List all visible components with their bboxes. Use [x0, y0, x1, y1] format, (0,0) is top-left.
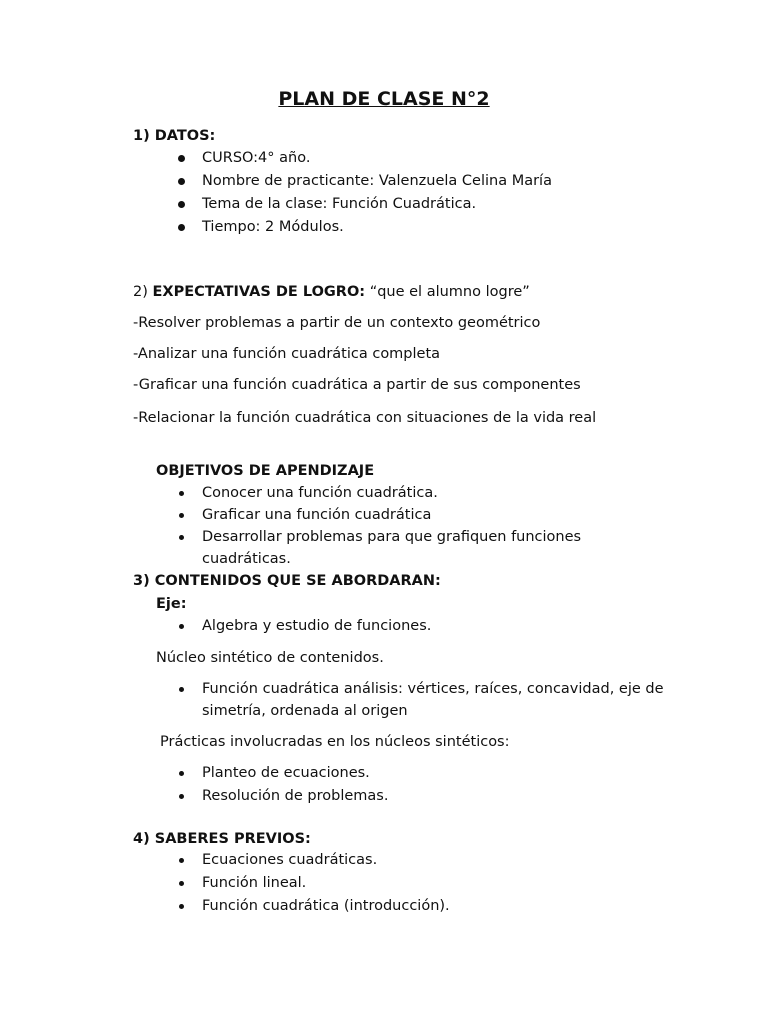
- bullet-icon: [179, 794, 184, 799]
- datos-item-practicante: Nombre de practicante: Valenzuela Celina María: [202, 173, 552, 189]
- nucleo-item: Función cuadrática análisis: vértices, raíces, concavidad, eje de: [202, 681, 664, 697]
- practica-item: Resolución de problemas.: [202, 788, 389, 804]
- datos-item-tiempo: Tiempo: 2 Módulos.: [202, 219, 344, 235]
- bullet-icon: [179, 513, 184, 518]
- practicas-label: Prácticas involucradas en los núcleos sintéticos:: [160, 734, 510, 750]
- bullet-icon: [178, 178, 185, 185]
- bullet-icon: [179, 491, 184, 496]
- objetivo-item: Desarrollar problemas para que grafiquen funciones: [202, 529, 582, 545]
- expectativas-number: 2): [133, 284, 148, 300]
- expectativa-item: -Relacionar la función cuadrática con situaciones de la vida real: [133, 410, 597, 426]
- expectativas-title: EXPECTATIVAS DE LOGRO:: [152, 284, 366, 300]
- bullet-icon: [179, 535, 184, 540]
- practica-item: Planteo de ecuaciones.: [202, 765, 370, 781]
- bullet-icon: [179, 624, 184, 629]
- saber-item: Ecuaciones cuadráticas.: [202, 852, 378, 868]
- bullet-icon: [179, 858, 184, 863]
- bullet-icon: [178, 201, 185, 208]
- bullet-icon: [179, 904, 184, 909]
- page-title: PLAN DE CLASE N°2: [278, 88, 490, 110]
- objetivo-item: Conocer una función cuadrática.: [202, 485, 438, 501]
- section-datos-heading: 1) DATOS:: [133, 128, 216, 144]
- saber-item: Función cuadrática (introducción).: [202, 898, 450, 914]
- expectativa-item: -Analizar una función cuadrática completa: [133, 346, 441, 362]
- bullet-icon: [179, 881, 184, 886]
- section-contenidos-heading: 3) CONTENIDOS QUE SE ABORDARAN:: [133, 573, 441, 589]
- eje-label: Eje:: [156, 596, 187, 612]
- bullet-icon: [178, 224, 185, 231]
- nucleo-item-continuation: simetría, ordenada al origen: [202, 703, 408, 719]
- section-expectativas-heading: [133, 283, 530, 301]
- section-saberes-heading: 4) SABERES PREVIOS:: [133, 831, 311, 847]
- bullet-icon: [178, 155, 185, 162]
- datos-item-curso: CURSO:4° año.: [202, 150, 311, 166]
- objetivos-heading: OBJETIVOS DE APENDIZAJE: [156, 463, 375, 479]
- objetivo-item: Graficar una función cuadrática: [202, 507, 432, 523]
- bullet-icon: [179, 771, 184, 776]
- datos-item-tema: Tema de la clase: Función Cuadrática.: [202, 196, 477, 212]
- expectativa-item: -Graficar una función cuadrática a partir de sus componentes: [133, 377, 581, 393]
- expectativas-subtitle: “que el alumno logre”: [369, 284, 530, 300]
- nucleo-label: Núcleo sintético de contenidos.: [156, 650, 384, 666]
- bullet-icon: [179, 687, 184, 692]
- saber-item: Función lineal.: [202, 875, 307, 891]
- objetivo-item-continuation: cuadráticas.: [202, 551, 291, 567]
- eje-item: Algebra y estudio de funciones.: [202, 618, 432, 634]
- expectativa-item: -Resolver problemas a partir de un contexto geométrico: [133, 315, 541, 331]
